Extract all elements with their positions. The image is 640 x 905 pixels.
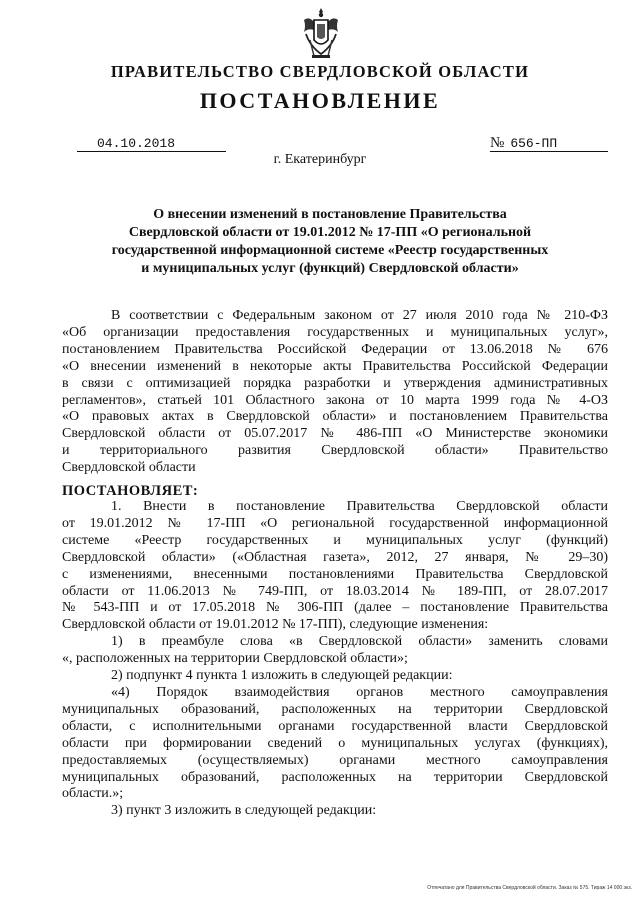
document-title [60,206,600,278]
text-line: системе «Реестр государственных и муниципальных услуг (функций) [62,532,608,548]
text-line: «О правовых актах в Свердловской области» и постановлением Правительства [62,409,608,425]
text-line: Свердловской области от 05.07.2017 № 486-ПП «О Министерстве экономики [62,426,608,442]
document-number-field [490,136,608,152]
title-line: О внесении изменений в постановление Правительства [153,207,507,222]
text-line: муниципальных образований, расположенных на территории Свердловской [62,701,608,717]
text-line: Свердловской области» («Областная газета», 2012, 27 января, № 29–30) [62,549,608,565]
title-line: государственной информационной системе «Реестр государственных [111,243,549,258]
title-line: и муниципальных услуг (функций) Свердловской области» [141,261,519,276]
text-line: 3) пункт 3 изложить в следующей редакции: [111,803,377,819]
document-date: 04.10.2018 [77,136,226,152]
text-line: «, расположенных на территории Свердловской области»; [62,651,408,667]
document-number: 656-ПП [510,136,558,151]
text-line: предоставляемых (осуществляемых) органами местного самоуправления [62,752,608,768]
text-line: области от 11.06.2013 № 749-ПП, от 18.03.2014 № 189-ПП, от 28.07.2017 [62,583,608,599]
text-line: области, с исполнительными органами государственной власти Свердловской [62,718,608,734]
text-line: области при формировании сведений о муниципальных услугах (функциях), [62,735,608,751]
text-line: области.»; [62,786,124,802]
text-line: «4) Порядок взаимодействия органов местного самоуправления [111,684,608,700]
text-line: 1. Внести в постановление Правительства Свердловской области [111,499,608,514]
text-line: В соответствии с Федеральным законом от 27 июля 2010 года № 210-ФЗ [111,308,608,323]
number-sign: № [490,135,505,151]
authority-name: ПРАВИТЕЛЬСТВО СВЕРДЛОВСКОЙ ОБЛАСТИ [110,62,530,81]
title-line: Свердловской области от 19.01.2012 № 17-ПП «О региональной [128,225,532,240]
text-line: «Об организации предоставления государственных и муниципальных услуг», [62,324,608,340]
text-line: 2) подпункт 4 пункта 1 изложить в следующей редакции: [111,668,453,684]
text-line: в связи с оптимизацией порядка разработки и утверждения административных [62,375,608,391]
coat-of-arms-emblem-icon [300,6,342,60]
text-line: 1) в преамбуле слова «в Свердловской области» заменить словами [111,634,608,650]
text-line: от 19.01.2012 № 17-ПП «О региональной государственной информационной [62,515,608,531]
text-line: «О внесении изменений в некоторые акты Правительства Российской Федерации [62,358,608,374]
print-imprint: Отпечатано для Правительства Свердловской области. Заказ № 575. Тираж 14 000 экз. [427,885,632,891]
text-line: регламентов», статьей 101 Областного закона от 10 марта 1999 года № 4-ОЗ [62,392,608,408]
document-type: ПОСТАНОВЛЕНИЕ [199,88,441,113]
text-line: № 543-ПП и от 17.05.2018 № 306-ПП (далее – постановление Правительства [62,600,608,616]
preamble-paragraph [62,308,608,477]
text-line: постановлением Правительства Российской Федерации от 13.06.2018 № 676 [62,341,608,357]
text-line: Свердловской области от 19.01.2012 № 17-ПП), следующие изменения: [62,617,489,633]
text-line: муниципальных образований, расположенных на территории Свердловской [62,769,608,785]
text-line: Свердловской области [62,460,196,476]
text-line: с изменениями, внесенными постановлениями Правительства Свердловской [62,566,608,582]
city-of-issue: г. Екатеринбург [273,152,367,167]
decree-body [62,499,608,820]
text-line: и территориального развития Свердловской области» Правительство [62,443,608,459]
decree-word: ПОСТАНОВЛЯЕТ: [62,483,199,499]
